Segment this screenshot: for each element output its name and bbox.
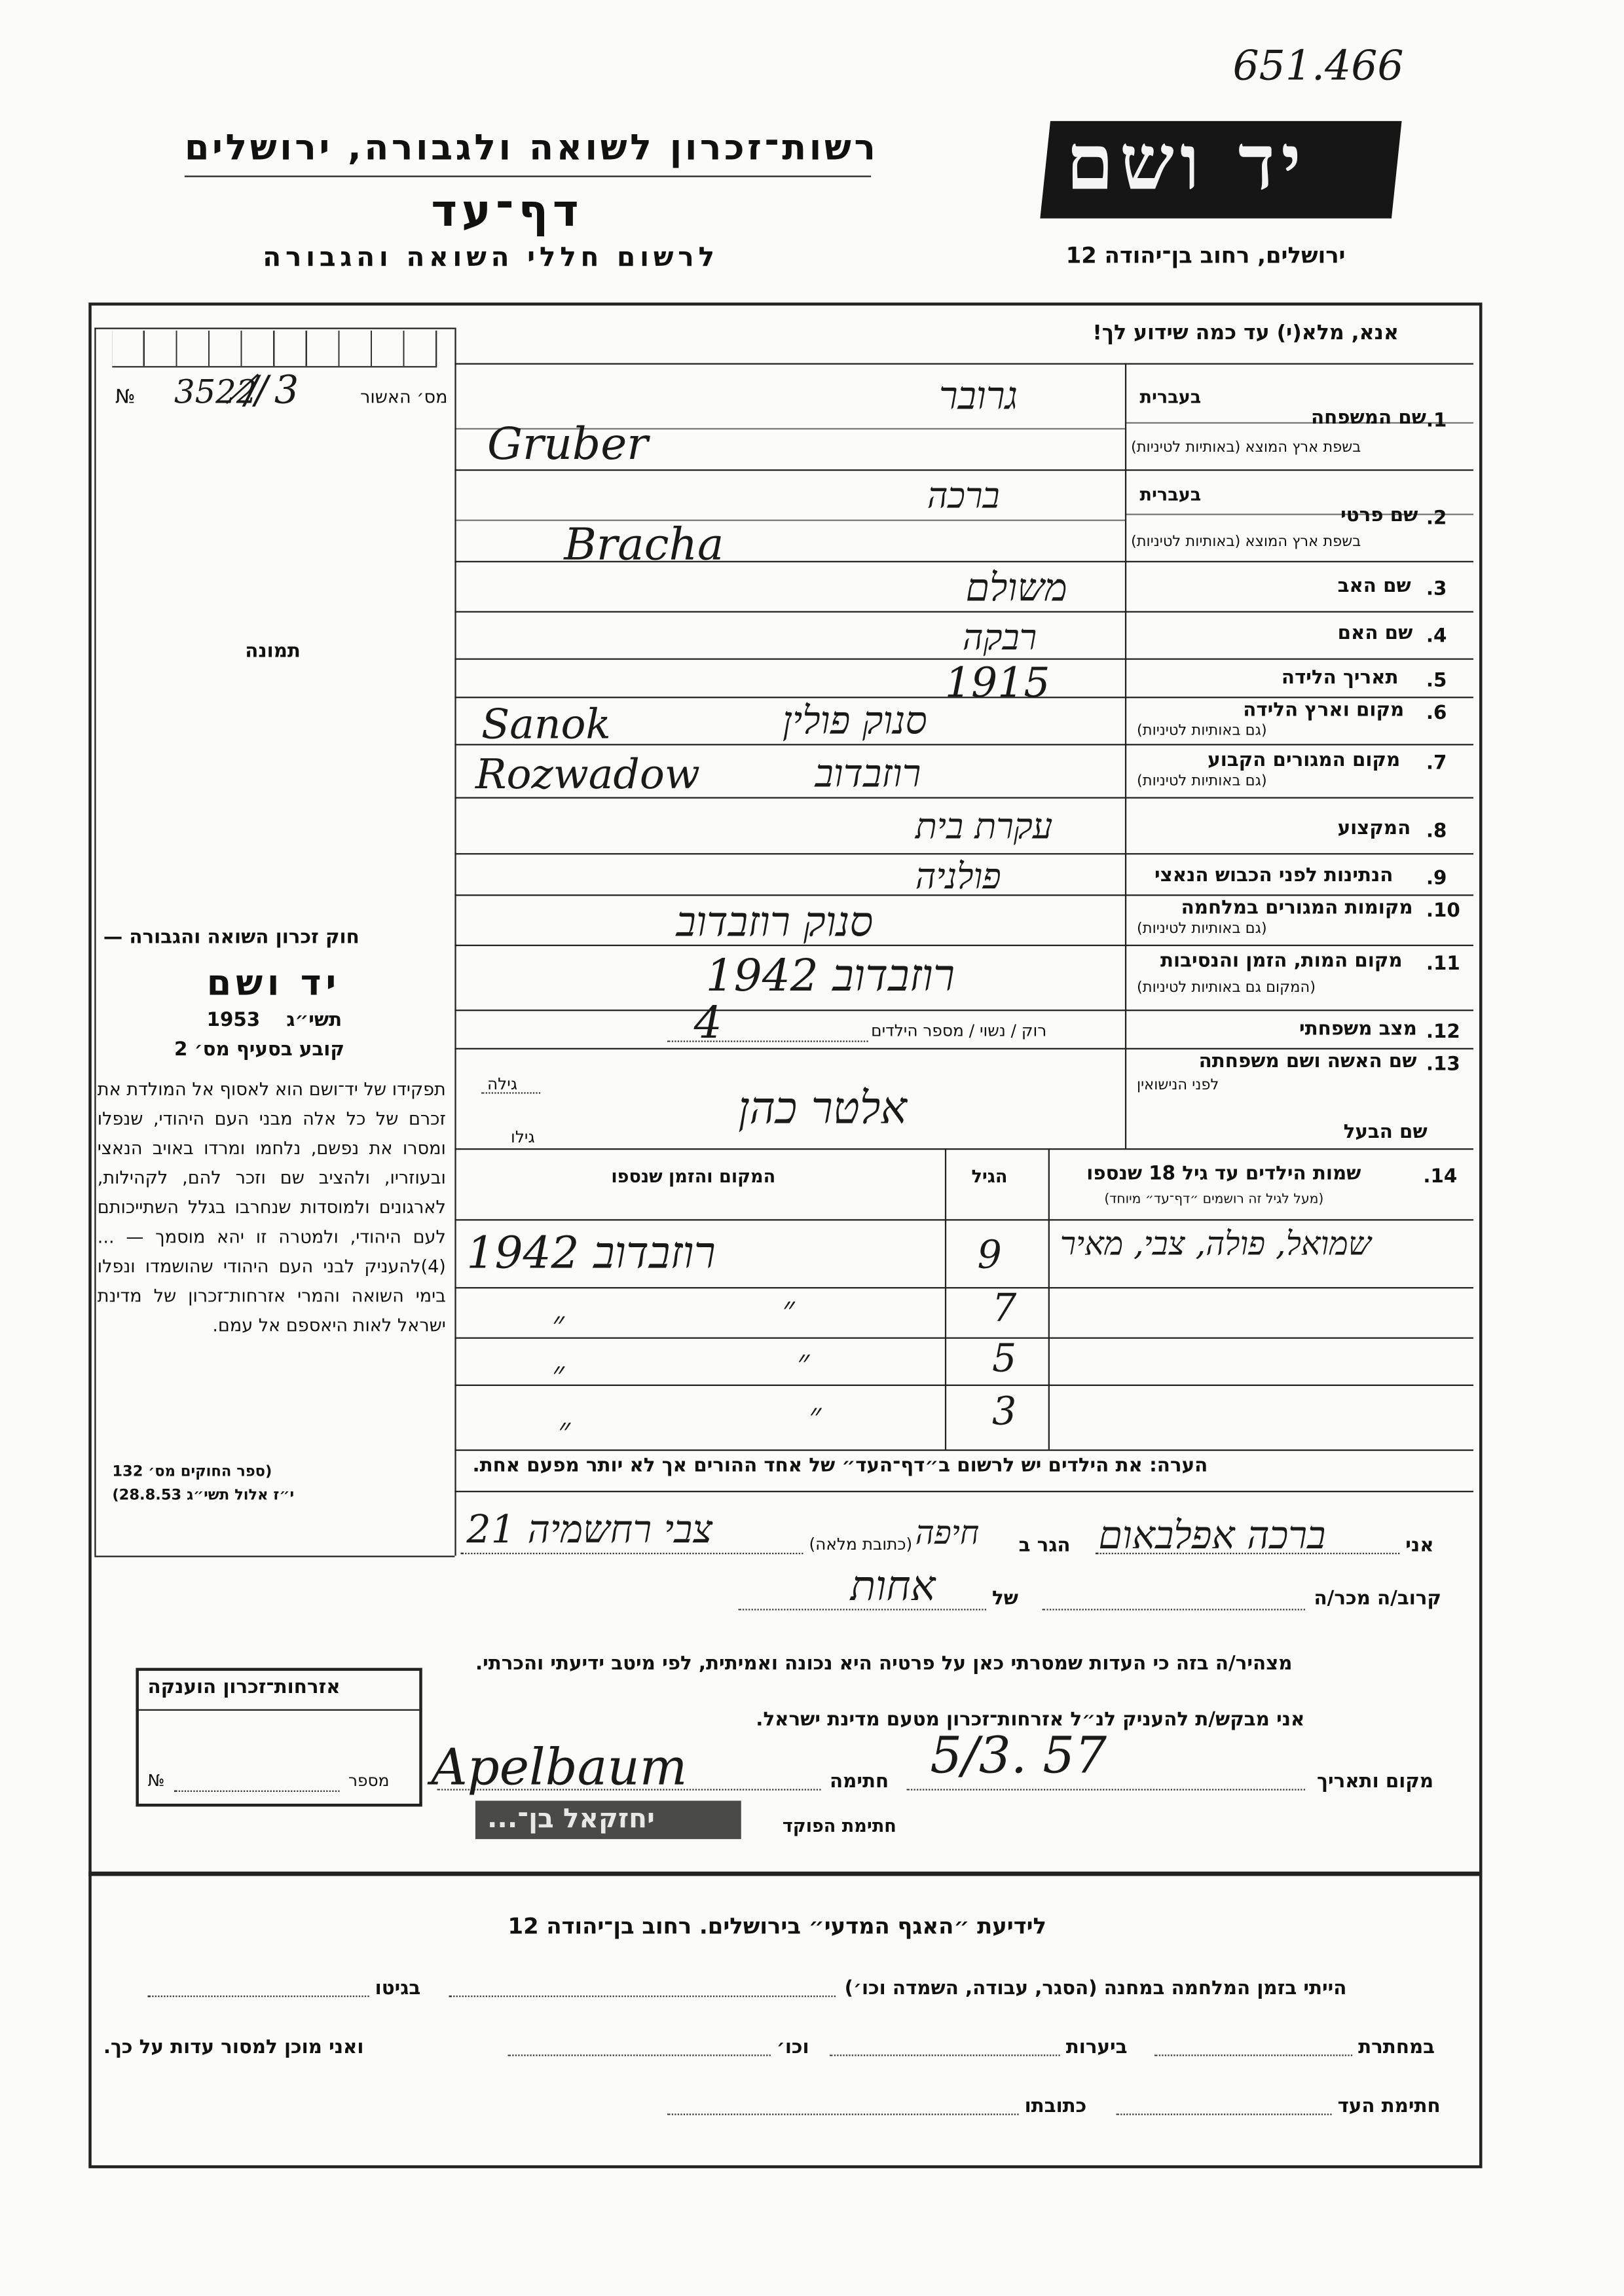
approval-tick-marks: [112, 331, 437, 367]
field-5-num: 5.: [1426, 670, 1447, 693]
law-source-2: י״ז אלול תשי״ג 28.8.53): [112, 1487, 295, 1504]
hw-place-date: 5/3. 57: [930, 1726, 1107, 1786]
hw-child-age-1: 9: [977, 1233, 1002, 1279]
officer-stamp-text: יחזקאל בן־...: [487, 1803, 655, 1835]
form-title: דף־עד: [431, 186, 583, 238]
approval-number-rest: /̸/ 3: [245, 369, 296, 414]
hw-child-place-1: רוזבדוב 1942: [466, 1228, 716, 1280]
citizenship-title: אזרחות־זכרון הוענקה: [147, 1677, 341, 1699]
field-11-sub: (המקום גם באותיות לטיניות): [1136, 979, 1316, 996]
approval-number: 3522: [174, 374, 257, 412]
hw-child-age-2: 7: [992, 1286, 1017, 1332]
field-6-label: מקום וארץ הלידה: [1243, 699, 1405, 722]
field-12-label: מצב משפחתי: [1299, 1018, 1417, 1041]
hw-children-count: 4: [693, 998, 722, 1049]
field-13-num: 13.: [1426, 1053, 1460, 1076]
testimony-form-page: 651.466 רשות־זכרון לשואה ולגבורה, ירושלים דף־עד לרשום חללי השואה והגבורה יד ושם ירושלים, רחוב בן־יהודה 12 מס׳ האשור № 3522 /̸/ 3 תמונה חוק זכרון השואה והגבורה — יד ושם תשי״ג 1953 קובע בסעיף מס׳ 2 תפקידו של יד־ושם הוא לאסוף אל המולדת את זכרם של כל אלה מבני העם היהודי, שנפלו ומסרו את נפשם, נלחמו ומרדו באויב הנאצי ובעוזריו, ולהציב שם וזכר להם, לקהילות, לארגונים ולמוסדות שנחרבו בגלל השתייכותם לעם היהודי, ולמטרה זו יהא מוסמך — ...(4)להעניק לבני העם היהודי שהושמדו ונפלו בימי השואה והמרי אזרחות־זכרון של מדינת ישראל לאות היאספם אל עמם. (ספר החוקים מס׳ 132 י״ז אלול תשי״ג 28.8.53) אזרחות־זכרון הוענקה מספר № אנא, מלא(י) עד כמה שידוע לך! בעברית 1. שם המשפחה בשפת ארץ המוצא (באותיות לטיניות) בעברית 2. שם פרטי בשפת ארץ המוצא (באותיות לטיניות) 3. שם האב 4. שם האם 5. תאריך הלידה 6. מקום וארץ הלידה (גם באותיות לטיניות) 7. מקום המגורים הקבוע (גם באותיות לטיניות) 8. המקצוע 9. הנתינות לפני הכבוש הנאצי 10. מקומות המגורים במלחמה (גם באותיות לטיניות) 11. מקום המות, הזמן והנסיבות (המקום גם באותיות לטיניות) 12. מצב משפחתי 13. שם האשה ושם משפחתה לפני הנישואין שם הבעל רוק / נשוי / מספר הילדים גילה גילו גרובר Gruber ברכה Bracha משולם רבקה 1915 Sanok סנוק פולין Rozwadow רוזבדוב עקרת בית פולניה סנוק רוזבדוב רוזבדוב 1942 4 אלטר כהן 14. שמות הילדים עד גיל 18 שנספו (מעל לגיל זה רושמים ״דף־עד״ מיוחד) הגיל המקום והזמן שנספו שמואל, פולה, צבי, מאיר 9 רוזבדוב 1942 7 ״ ״ 5 ״ ״ 3 ״ ״ הערה: את הילדים יש לרשום ב״דף־העד״ של אחד ההורים אך לא יותר מפעם אחת. אני ברכה אפלבאום הגר ב חיפה (כתובת מלאה) צבי רחשמיה 21 קרוב/ה מכר/ה של אחות מצהיר/ה בזה כי העדות שמסרתי כאן על פרטיה היא נכונה ואמיתית, לפי מיטב ידיעתי והכרתי. אני מבקש/ת להעניק לנ״ל אזרחות־זכרון מטעם מדינת ישראל. מקום ותאריך 5/3. 57 חתימה Apelbaum יחזקאל בן־... חתימת הפוקד לידיעת ״האגף המדעי״ בירושלים. רחוב בן־יהודה 12 הייתי בזמן המלחמה במחנה (הסגר, עבודה, השמדה וכו׳) בגיטו במחתרת ביערות וכו׳ ואני מוכן למסור עדות על כך. חתימת העד כתובתו: [0, 0, 1624, 2295]
citizenship-number-label: מספר: [348, 1771, 390, 1791]
law-year: 1953: [206, 1010, 261, 1032]
hw-child-place-3: ״: [797, 1344, 810, 1382]
address-label: כתובתו: [1024, 2096, 1087, 2119]
underground-label: במחתרת: [1358, 2037, 1435, 2060]
law-title: חוק זכרון השואה והגבורה —: [103, 926, 360, 949]
resident-label: הגר ב: [1018, 1535, 1071, 1558]
hw-death: רוזבדוב 1942: [705, 950, 955, 1002]
field-3-label: שם האב: [1337, 575, 1411, 598]
hw-child-place-4: ״: [809, 1398, 822, 1435]
field-2-label: שם פרטי: [1340, 505, 1418, 527]
hw-family-hebrew: גרובר: [938, 374, 1018, 420]
hw-profession: עקרת בית: [915, 805, 1053, 848]
law-name: יד ושם: [206, 962, 341, 1004]
field-13-label: שם האשה ושם משפחתה: [1198, 1051, 1417, 1074]
origin-label-1: בשפת ארץ המוצא (באותיות לטיניות): [1130, 439, 1361, 456]
hw-husband: אלטר כהן: [738, 1083, 908, 1135]
origin-label-2: בשפת ארץ המוצא (באותיות לטיניות): [1130, 534, 1361, 551]
latin-label-7: (גם באותיות לטיניות): [1136, 773, 1267, 790]
hebrew-label-1: בעברית: [1139, 386, 1202, 408]
law-text: תפקידו של יד־ושם הוא לאסוף אל המולדת את זכרם של כל אלה מבני העם היהודי, שנפלו ומסרו את נפשם, נלחמו ומרדו באויב הנאצי ובעוזריו, ולהציב שם וזכר להם, לקהילות, לארגונים ולמוסדות שנחרבו בגלל השתייכותם לעם היהודי, ולמטרה זו יהא מוסמך — ...(4)להעניק לבני העם היהודי שהושמדו ונפלו בימי השואה והמרי אזרחות־זכרון של מדינת ישראל לאות היאספם אל עמם.: [97, 1079, 446, 1336]
hw-child-names-1: שמואל, פולה, צבי, מאיר: [1060, 1226, 1371, 1264]
hw-father: משולם: [965, 566, 1067, 611]
field-14-sub: (מעל לגיל זה רושמים ״דף־עד״ מיוחד): [1104, 1192, 1324, 1208]
field-2-num: 2.: [1426, 507, 1447, 530]
hw-witness-address: צבי רחשמיה 21: [466, 1508, 713, 1553]
field-9-num: 9.: [1426, 867, 1447, 890]
hw-residence-hebrew: רוזבדוב: [815, 752, 921, 797]
approval-no-sign: №: [115, 386, 136, 409]
field-4-num: 4.: [1426, 625, 1447, 648]
hebrew-label-2: בעברית: [1139, 484, 1202, 505]
field-7-label: מקום המגורים הקבוע: [1208, 750, 1401, 773]
field-1-label: שם המשפחה: [1310, 407, 1426, 430]
logo-text: יד ושם: [1065, 118, 1307, 208]
officer-label: חתימת הפוקד: [782, 1815, 896, 1836]
citizenship-no-sign: №: [147, 1771, 165, 1791]
place-time-column-header: המקום והזמן שנספו: [611, 1166, 776, 1187]
hw-relation: אחות: [850, 1561, 936, 1611]
law-year-heb: תשי״ג: [286, 1010, 342, 1032]
photo-label: תמונה: [245, 640, 301, 663]
field-13-sub: לפני הנישואין: [1136, 1077, 1219, 1094]
hw-wartime-places: סנוק רוזבדוב: [676, 897, 874, 947]
footer-line-1: הייתי בזמן המלחמה במחנה (הסגר, עבודה, השמדה וכו׳): [844, 1978, 1347, 2000]
authority-underline: [185, 175, 871, 177]
form-subtitle: לרשום חללי השואה והגבורה: [263, 242, 719, 274]
note: הערה: את הילדים יש לרשום ב״דף־העד״ של אחד ההורים אך לא יותר מפעם אחת.: [472, 1455, 1208, 1478]
hw-child-age-4: 3: [992, 1390, 1017, 1435]
field-11-num: 11.: [1426, 953, 1460, 976]
field-14-label: שמות הילדים עד גיל 18 שנספו: [1086, 1163, 1361, 1186]
relative-label: קרוב/ה מכר/ה: [1314, 1588, 1442, 1611]
i-label: אני: [1405, 1535, 1434, 1558]
hw-residence-latin: Rozwadow: [475, 750, 700, 799]
hw-birth-place-latin: Sanok: [481, 699, 611, 749]
field-14-num: 14.: [1423, 1166, 1458, 1188]
instruction: אנא, מלא(י) עד כמה שידוע לך!: [1092, 321, 1399, 346]
ready-label: ואני מוכן למסור עדות על כך.: [103, 2037, 364, 2060]
field-12-num: 12.: [1426, 1021, 1460, 1044]
approval-label: מס׳ האשור: [360, 386, 448, 408]
file-reference: 651.466: [1232, 41, 1404, 90]
witness-sig-label: חתימת העד: [1337, 2096, 1441, 2119]
field-10-label: מקומות המגורים במלחמה: [1181, 897, 1413, 920]
field-8-label: המקצוע: [1337, 817, 1411, 840]
label-column-border: [1125, 363, 1126, 1148]
field-4-label: שם האם: [1337, 623, 1413, 646]
address-line: ירושלים, רחוב בן־יהודה 12: [1065, 242, 1346, 269]
field-7-num: 7.: [1426, 752, 1447, 775]
field-12-options: רוק / נשוי / מספר הילדים: [871, 1021, 1047, 1041]
full-address-label: (כתובת מלאה): [809, 1535, 913, 1554]
authority-line: רשות־זכרון לשואה ולגבורה, ירושלים: [184, 126, 879, 169]
declaration: מצהיר/ה בזה כי העדות שמסרתי כאן על פרטיה היא נכונה ואמיתית, לפי מיטב ידיעתי והכרתי.: [475, 1653, 1293, 1675]
place-date-label: מקום ותאריך: [1317, 1771, 1434, 1794]
law-source-1: (ספר החוקים מס׳ 132: [112, 1464, 272, 1481]
husband-age-label: גילו: [511, 1127, 535, 1147]
hw-witness-city: חיפה: [915, 1516, 980, 1553]
of-label: של: [992, 1588, 1019, 1611]
hw-child-place-2: ״: [782, 1291, 795, 1329]
field-6-num: 6.: [1426, 702, 1447, 725]
hw-birth-date: 1915: [944, 658, 1050, 707]
hw-first-latin: Bracha: [564, 519, 724, 572]
field-8-num: 8.: [1426, 820, 1447, 843]
signature-label: חתימה: [830, 1771, 889, 1794]
forests-label: ביערות: [1065, 2037, 1128, 2060]
hw-witness-name: ברכה אפלבאום: [1098, 1514, 1326, 1559]
field-11-label: מקום המות, הזמן והנסיבות: [1160, 950, 1403, 973]
footer-heading: לידיעת ״האגף המדעי״ בירושלים. רחוב בן־יהודה 12: [507, 1912, 1047, 1940]
law-clause: קובע בסעיף מס׳ 2: [174, 1039, 344, 1061]
field-1-num: 1.: [1426, 410, 1447, 433]
husband-label: שם הבעל: [1343, 1121, 1428, 1144]
field-9-label: הנתינות לפני הכבוש הנאצי: [1154, 865, 1393, 887]
latin-label-6: (גם באותיות לטיניות): [1136, 723, 1267, 740]
request: אני מבקש/ת להעניק לנ״ל אזרחות־זכרון מטעם מדינת ישראל.: [756, 1709, 1305, 1732]
age-column-header: הגיל: [971, 1166, 1008, 1187]
left-panel-border: [454, 327, 456, 1556]
hw-first-hebrew: ברכה: [927, 475, 1000, 517]
etc-label: וכו׳: [776, 2037, 809, 2060]
footer-separator: [88, 1872, 1479, 1876]
hw-mother: רבקה: [962, 617, 1037, 659]
latin-label-10: (גם באותיות לטיניות): [1136, 920, 1267, 938]
ghetto-label: בגיטו: [375, 1978, 421, 2000]
hw-signature: Apelbaum: [431, 1738, 688, 1798]
field-5-label: תאריך הלידה: [1281, 667, 1399, 689]
hw-nationality: פולניה: [915, 856, 1001, 898]
wife-age-label: גילה: [487, 1074, 518, 1094]
hw-child-age-3: 5: [992, 1337, 1017, 1382]
hw-birth-place-hebrew: סנוק פולין: [782, 699, 927, 744]
field-10-num: 10.: [1426, 900, 1460, 923]
field-3-num: 3.: [1426, 578, 1447, 601]
hw-family-latin: Gruber: [487, 419, 648, 471]
